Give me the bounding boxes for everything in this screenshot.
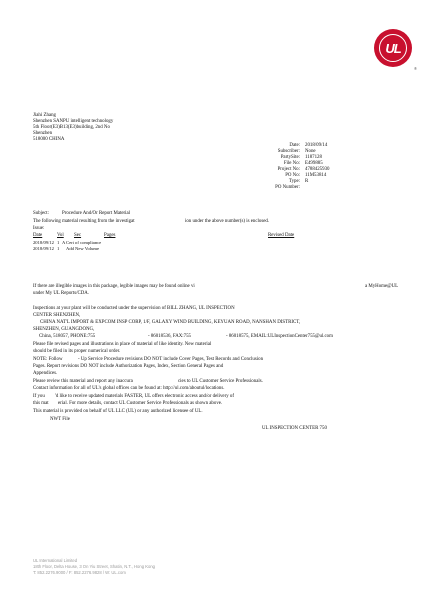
inspection-line3: CHINA NAT'L IMPORT & EXPCOM INSP CORP, 1/F, GALAXY WIND BUILDING, KEYUAN ROAD, NANSHAN DISTRICT, xyxy=(40,320,301,325)
info-value-partysite: 1187128 xyxy=(305,155,322,160)
this-right: erial. For more details, contact UL Customer Service Professionals as shown above. xyxy=(58,401,223,406)
ul-logo xyxy=(374,29,412,67)
info-value-po-no: 11M53814 xyxy=(305,173,327,178)
inspection-line2: CENTER SHENZHEN, xyxy=(33,313,81,318)
info-value-file-no: E499885 xyxy=(305,161,323,166)
table-row xyxy=(33,246,54,252)
subject-label: Subject: xyxy=(33,211,50,216)
inspection-line4: SHENZHEN, GUANGDONG, xyxy=(33,327,95,332)
info-label-date: Date: xyxy=(289,143,300,148)
nwt-file: NWT File xyxy=(50,417,70,422)
table-header-sec: Sec xyxy=(74,233,82,238)
this-left: this mat xyxy=(33,401,49,406)
footer-company: UL International Limited xyxy=(33,558,78,563)
provided-by: This material is provided on behalf of UL LLC (UL) or any authorized licensee of UL. xyxy=(33,409,203,414)
note-label: NOTE: Follow xyxy=(33,357,63,362)
table-header-pages: Pages xyxy=(104,233,116,238)
table-cell-date: 2018/09/12 xyxy=(33,246,54,251)
table-cell-pages: Add New Volume xyxy=(66,246,100,251)
info-label-po-no: PO No: xyxy=(285,173,300,178)
info-label-type: Type: xyxy=(288,179,300,184)
info-value-date: 2018/09/14 xyxy=(305,143,328,148)
table-cell-vol: 1 xyxy=(57,240,60,245)
note-line3: Appendices. xyxy=(33,371,58,376)
review-left: Please review this material and report any inaccura xyxy=(33,379,133,384)
info-label-subscriber: Subscriber: xyxy=(277,149,300,154)
intro-left: The following material resulting from the investigat xyxy=(33,219,135,224)
info-label-file-no: File No: xyxy=(283,161,300,166)
recipient-block xyxy=(33,113,113,143)
table-header-date: Date xyxy=(33,233,43,238)
wish-left: If you xyxy=(33,394,45,399)
recipient-name: Jiahi Zhang xyxy=(33,113,56,118)
registered-mark: ® xyxy=(414,66,417,71)
table-cell-pages: Cert of compliance xyxy=(66,240,102,245)
info-label-partysite: PartySite: xyxy=(280,155,300,160)
info-value-project-no: 4788425930 xyxy=(305,167,330,172)
intro-right: ion under the above number(s) is enclosed. xyxy=(185,219,270,224)
recipient-company: Shenzhen SANPU intelligent technology xyxy=(33,119,114,124)
inspection-line1: Inspections at your plant will be conducted under the supervision of BILL ZHANG, UL INSPECTION xyxy=(33,306,235,311)
footer-contact: T: 852.2276.9000 / F: 852.2276.9828 / W: UL.com xyxy=(33,570,126,575)
note-line1: - Up Service Procedure revisions DO NOT include Cover Pages, Test Records and Conclusion xyxy=(78,357,264,362)
info-value-type: R xyxy=(305,179,309,184)
notice-line2: under My UL Reports/CDA. xyxy=(33,291,90,296)
info-label-po-number: PO Number: xyxy=(275,185,300,190)
recipient-address: 5th Floor(E3)B13(E3)building, 2nd No xyxy=(33,125,110,130)
inspection-fax: - 86018536, FAX:755 xyxy=(148,334,191,339)
footer xyxy=(33,558,155,576)
contact-info: Contact information for all of UL's global offices can be found at: http://ul.com/aboutul/locations. xyxy=(33,386,225,391)
issue-label: Issue: xyxy=(33,226,45,231)
ul-logo-text: UL xyxy=(385,40,401,56)
table-row xyxy=(33,240,54,246)
ul-logo-ring xyxy=(379,34,407,62)
subject-text: Procedure And/Or Report Material xyxy=(62,211,131,216)
inspection-phone: China, 518057, PHONE:755 xyxy=(39,334,96,339)
table-cell-sec: A xyxy=(62,240,66,245)
review-right: cies to UL Customer Service Professionals. xyxy=(178,379,263,384)
recipient-city: Shenzhen xyxy=(33,131,53,136)
info-label-project-no: Project No: xyxy=(277,167,300,172)
table-cell-date: 2018/09/12 xyxy=(33,240,54,245)
wish-right: 'd like to receive updated materials FASTER, UL offers electronic access and/or delivery of xyxy=(55,394,234,399)
signoff: UL INSPECTION CENTER 750 xyxy=(262,426,327,431)
note-line2: Pages. Report revisions DO NOT include Authorization Pages, Index, Section General Pages and xyxy=(33,364,224,369)
table-header-revised-date: Revised Date xyxy=(268,233,295,238)
info-value-subscriber: None xyxy=(305,149,316,154)
recipient-postal: 518000 CHINA xyxy=(33,137,65,142)
inspection-email: - 86018575, EMAIL:ULInspectionCenter755@ul.com xyxy=(226,334,333,339)
table-header-vol: Vol xyxy=(57,233,64,238)
notice-right: a MyHome@UL xyxy=(365,284,399,289)
table-cell-vol: 1 xyxy=(57,246,60,251)
footer-address: 18th Floor, Delta House, 3 On Yiu Street, Shatin, N.T., Hong Kong xyxy=(33,564,155,569)
notice-left: If there are illegible images in this package, legible images may be found online vi xyxy=(33,284,195,289)
file-instructions-line2: should be filed in its proper numerical order. xyxy=(33,349,121,354)
file-instructions-line1: Please file revised pages and illustrations in place of material of like identity. New material xyxy=(33,342,212,347)
